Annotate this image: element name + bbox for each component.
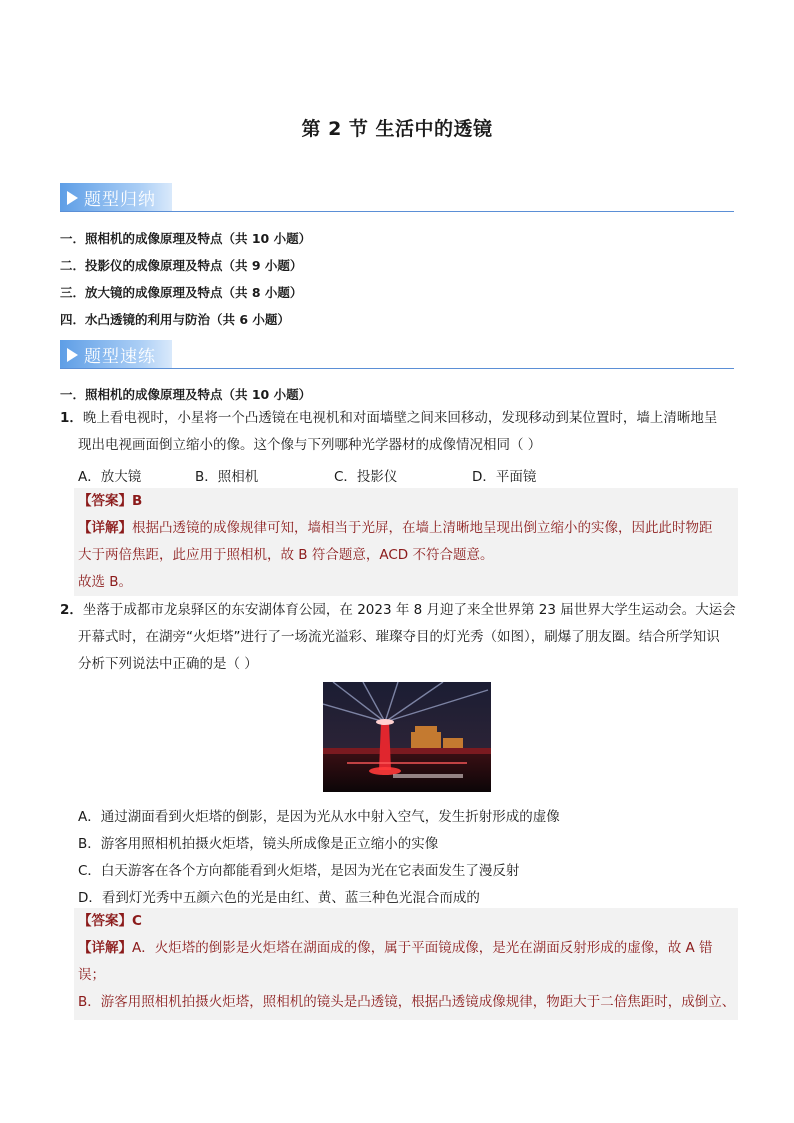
section-header-summary (60, 183, 734, 213)
part1-heading: 一．照相机的成像原理及特点（共 10 小题） (60, 387, 312, 402)
toc-item-2[interactable]: 二．投影仪的成像原理及特点（共 9 小题） (60, 258, 303, 273)
conclusion-line: 故选 B。 (78, 574, 133, 590)
question-number: 2． (60, 602, 83, 618)
option-b[interactable]: B．照相机 (195, 469, 259, 485)
answer-tag: 【答案】 (78, 913, 132, 929)
section-label: 题型速练 (84, 347, 156, 367)
answer-line (78, 908, 736, 935)
answer-value: C (132, 913, 142, 929)
detail-tag: 【详解】 (78, 940, 132, 956)
toc-item-1[interactable]: 一．照相机的成像原理及特点（共 10 小题） (60, 231, 312, 246)
question-2 (60, 597, 736, 678)
detail-text: A．火炬塔的倒影是火炬塔在湖面成的像，属于平面镜成像，是光在湖面反射形成的虚像，故 A 错 (132, 940, 713, 956)
page-title: 第 2 节 生活中的透镜 (301, 118, 493, 140)
toc-item-4[interactable]: 四．水凸透镜的利用与防治（共 6 小题） (60, 312, 290, 327)
option-a[interactable]: A．放大镜 (78, 469, 142, 485)
detail-line (78, 515, 736, 542)
section-banner (60, 340, 172, 369)
question-text: 开幕式时，在湖旁“火炬塔”进行了一场流光溢彩、璀璨夺目的灯光秀（如图），刷爆了朋友圈。结合所学知识 (78, 629, 720, 645)
arrow-right-icon (67, 191, 78, 205)
arrow-right-icon (67, 348, 78, 362)
section-header-practice (60, 340, 734, 370)
question-1 (60, 405, 736, 459)
section-label: 题型归纳 (84, 190, 156, 210)
option-c[interactable]: C．投影仪 (334, 469, 398, 485)
torch-tower-photo (323, 682, 491, 792)
detail-tag: 【详解】 (78, 520, 132, 536)
detail-text: 根据凸透镜的成像规律可知，墙相当于光屏，在墙上清晰地呈现出倒立缩小的实像，因此此时物距 (132, 520, 713, 536)
section-rule (60, 368, 734, 369)
question-text: 分析下列说法中正确的是（ ） (78, 656, 258, 672)
detail-line (78, 935, 736, 962)
toc-item-3[interactable]: 三．放大镜的成像原理及特点（共 8 小题） (60, 285, 303, 300)
answer-tag: 【答案】 (78, 493, 132, 509)
question-number: 1． (60, 410, 83, 426)
answer-value: B (132, 493, 143, 509)
question-text: 晚上看电视时，小星将一个凸透镜在电视机和对面墙壁之间来回移动，发现移动到某位置时，墙上清晰地呈 (82, 410, 718, 426)
option-a[interactable]: A．通过湖面看到火炬塔的倒影，是因为光从水中射入空气，发生折射形成的虚像 (78, 809, 560, 825)
answer-line (78, 488, 736, 515)
torch-tower-photo-graphic (323, 682, 491, 792)
option-d[interactable]: D．平面镜 (472, 469, 537, 485)
question-text: 坐落于成都市龙泉驿区的东安湖体育公园，在 2023 年 8 月迎了来全世界第 23 届世界大学生运动会。大运会 (82, 602, 736, 618)
option-b[interactable]: B．游客用照相机拍摄火炬塔，镜头所成像是正立缩小的实像 (78, 836, 439, 852)
section-rule (60, 211, 734, 212)
option-c[interactable]: C．白天游客在各个方向都能看到火炬塔，是因为光在它表面发生了漫反射 (78, 863, 520, 879)
detail-line: 误； (78, 967, 105, 983)
section-banner (60, 183, 172, 212)
detail-line: B．游客用照相机拍摄火炬塔，照相机的镜头是凸透镜，根据凸透镜成像规律，物距大于二倍焦距时，成倒立、 (78, 994, 736, 1010)
detail-line: 大于两倍焦距，此应用于照相机，故 B 符合题意，ACD 不符合题意。 (78, 547, 494, 563)
option-d[interactable]: D．看到灯光秀中五颜六色的光是由红、黄、蓝三种色光混合而成的 (78, 890, 480, 906)
question-text: 现出电视画面倒立缩小的像。这个像与下列哪种光学器材的成像情况相同（ ） (78, 437, 542, 453)
